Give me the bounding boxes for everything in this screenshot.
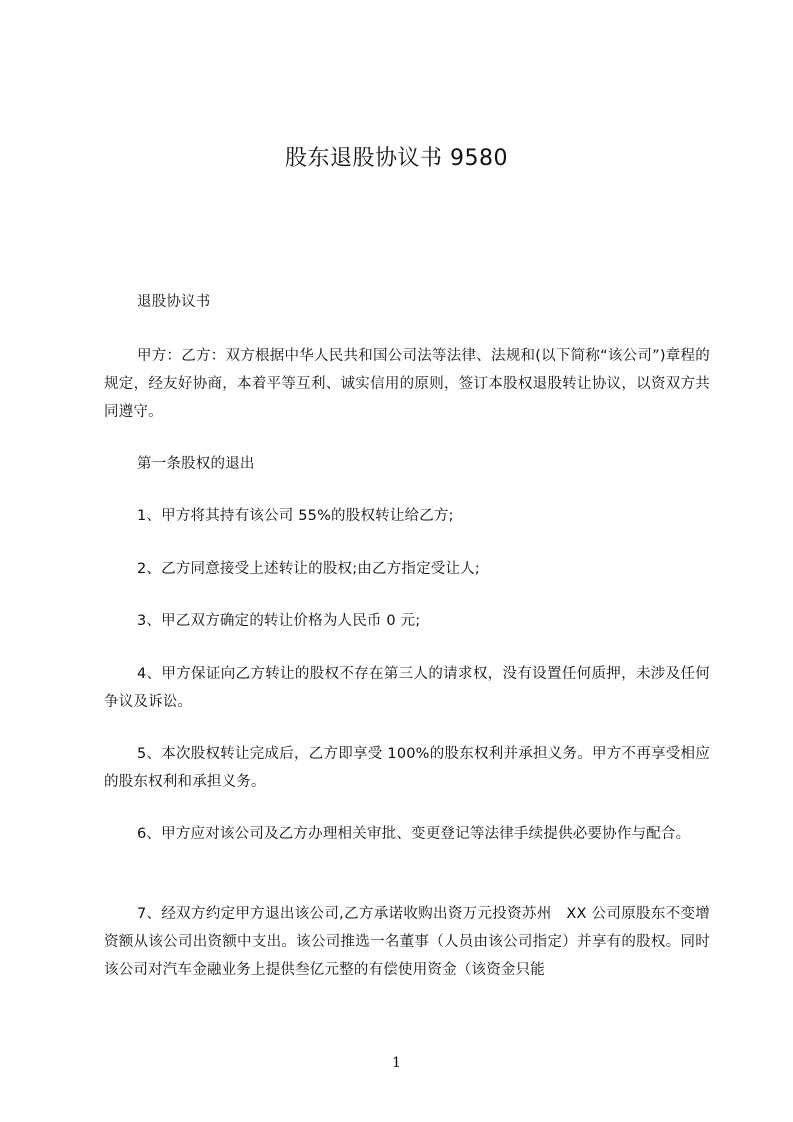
paragraph-heading: 退股协议书 [137,294,211,310]
paragraph-clause-6: 6、甲方应对该公司及乙方办理相关审批、变更登记等法律手续提供必要协作与配合。 [137,826,691,842]
paragraph-clause-4: 4、甲方保证向乙方转让的股权不存在第三人的请求权，没有设置任何质押，未涉及任何争议及诉讼。 [104,666,710,710]
page-number: 1 [392,1055,401,1071]
paragraph-clause-1: 1、甲方将其持有该公司 55%的股权转让给乙方; [137,508,454,524]
paragraph-clause-7: 7、经双方约定甲方退出该公司,乙方承诺收购出资万元投资苏州 XX 公司原股东不变增资额从该公司出资额中支出。该公司推选一名董事（人员由该公司指定）并享有的股权。同时该公司对汽车金融业务上提供叁亿元整的有偿使用资金（该资金只能 [104,906,710,978]
paragraph-clause-5: 5、本次股权转让完成后，乙方即享受 100%的股东权利并承担义务。甲方不再享受相应的股东权利和承担义务。 [104,746,710,790]
paragraph-clause-3: 3、甲乙双方确定的转让价格为人民币 0 元; [137,613,421,629]
paragraph-preamble: 甲方：乙方：双方根据中华人民共和国公司法等法律、法规和(以下简称“该公司”)章程的规定，经友好协商，本着平等互利、诚实信用的原则，签订本股权退股转让协议，以资双方共同遵守。 [104,348,710,420]
paragraph-article-1: 第一条股权的退出 [137,456,255,472]
paragraph-clause-2: 2、乙方同意接受上述转让的股权;由乙方指定受让人; [137,561,480,577]
document-title: 股东退股协议书 9580 [285,146,508,171]
